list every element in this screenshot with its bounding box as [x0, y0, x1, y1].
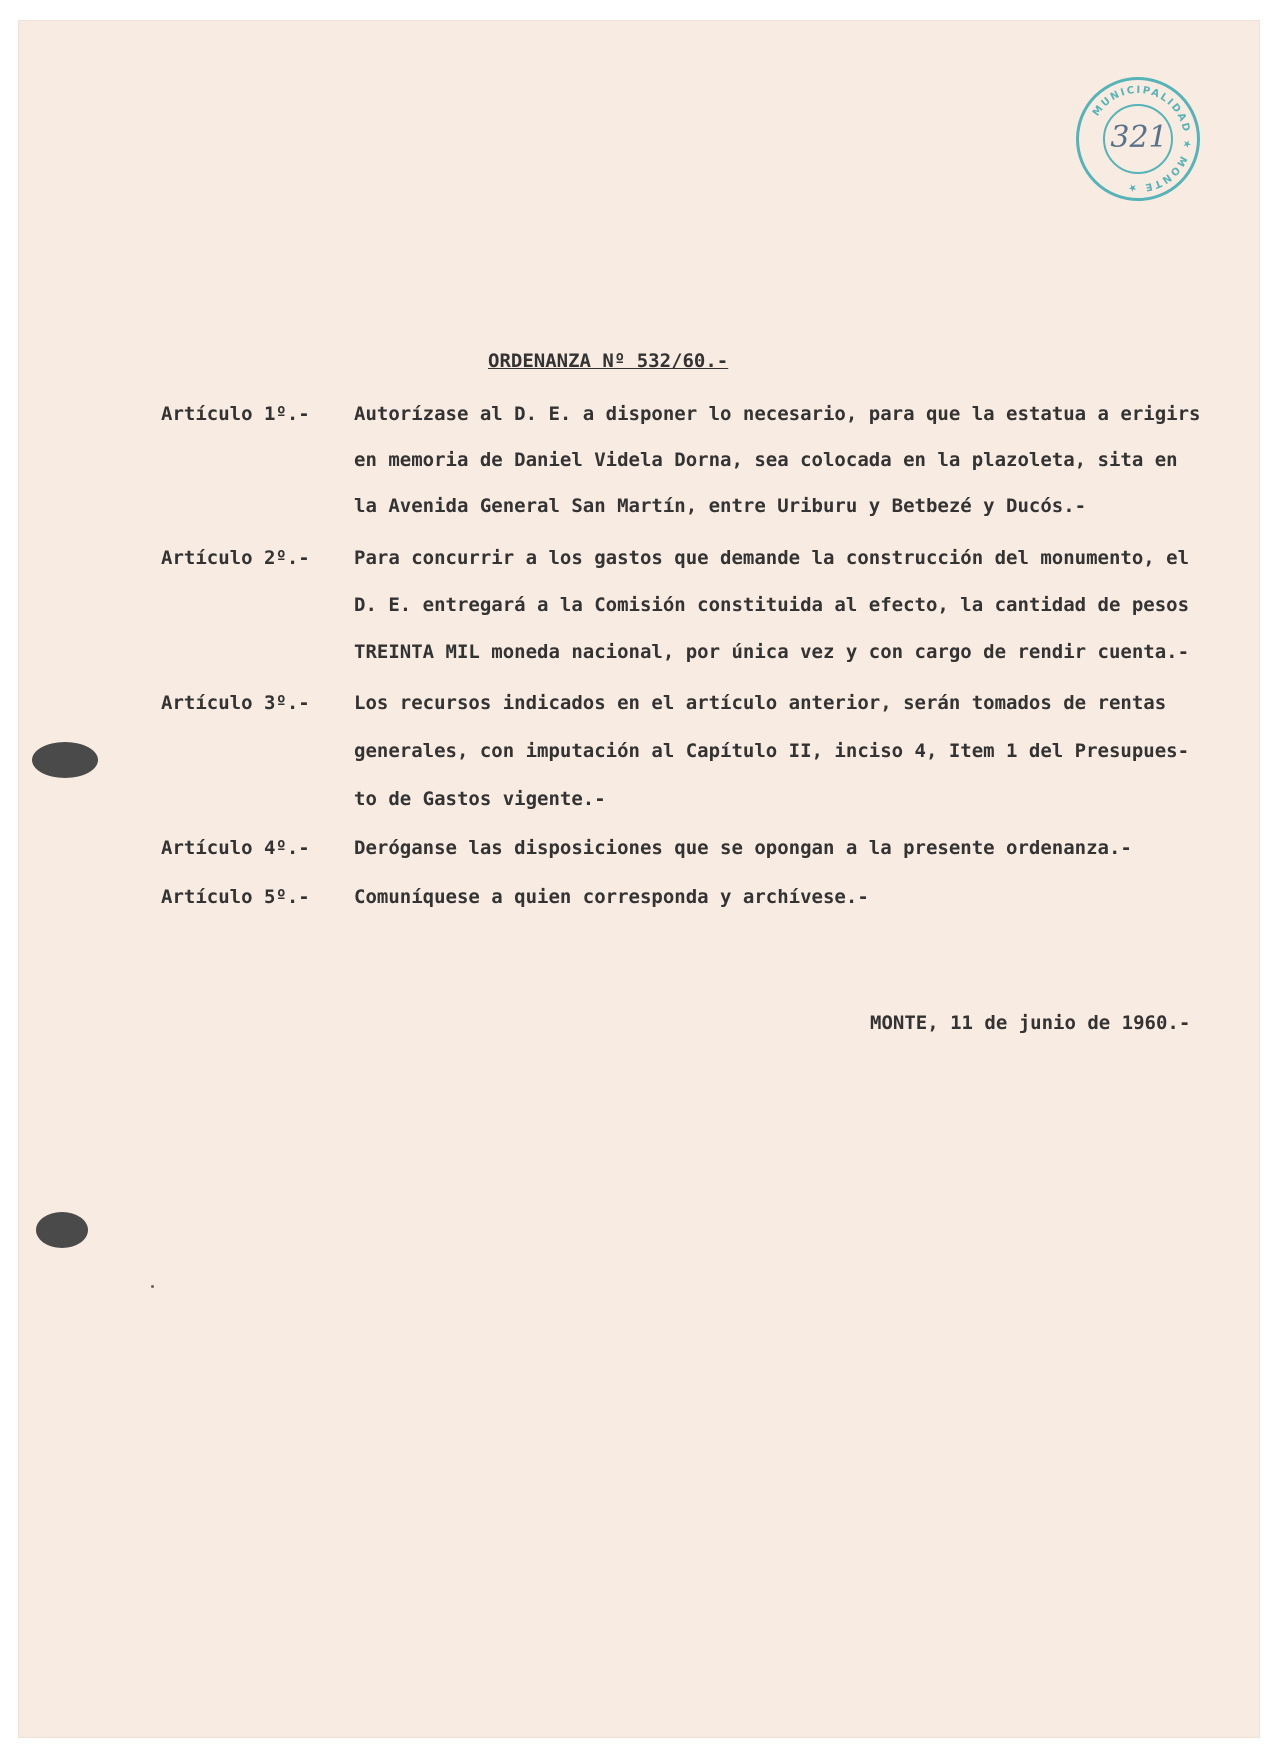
- article-text-line: Para concurrir a los gastos que demande la construcción del monumento, el: [354, 547, 1190, 569]
- article-label: Artículo 4º.-: [161, 837, 310, 859]
- article-label: Artículo 3º.-: [161, 692, 310, 714]
- article-text-line: Comuníquese a quien corresponda y archívese.-: [354, 886, 869, 908]
- article-text-line: la Avenida General San Martín, entre Uriburu y Betbezé y Ducós.-: [354, 495, 1087, 517]
- article-label: Artículo 1º.-: [161, 403, 310, 425]
- article-text-line: Los recursos indicados en el artículo anterior, serán tomados de rentas: [354, 692, 1167, 714]
- article-text-line: to de Gastos vigente.-: [354, 788, 606, 810]
- article-text-line: Autorízase al D. E. a disponer lo necesario, para que la estatua a erigirs: [354, 403, 1201, 425]
- punch-hole-icon: [32, 742, 98, 778]
- article-text-line: en memoria de Daniel Videla Dorna, sea colocada en la plazoleta, sita en: [354, 449, 1178, 471]
- stamp-ring-text: MUNICIPALIDAD ★ MONTE ★: [1090, 84, 1193, 194]
- municipal-stamp: [1076, 77, 1200, 201]
- paper-speck: [151, 1285, 154, 1288]
- place-date-line: MONTE, 11 de junio de 1960.-: [870, 1012, 1191, 1034]
- article-label: Artículo 5º.-: [161, 886, 310, 908]
- document-title: ORDENANZA Nº 532/60.-: [488, 350, 729, 372]
- article-text-line: TREINTA MIL moneda nacional, por única vez y con cargo de rendir cuenta.-: [354, 641, 1190, 663]
- article-text-line: Deróganse las disposiciones que se opongan a la presente ordenanza.-: [354, 837, 1132, 859]
- article-label: Artículo 2º.-: [161, 547, 310, 569]
- punch-hole-icon: [36, 1212, 88, 1248]
- stamp-number: 321: [1110, 120, 1168, 155]
- article-text-line: D. E. entregará a la Comisión constituida al efecto, la cantidad de pesos: [354, 594, 1190, 616]
- article-text-line: generales, con imputación al Capítulo II, inciso 4, Item 1 del Presupues-: [354, 740, 1190, 762]
- document-page: [18, 20, 1260, 1738]
